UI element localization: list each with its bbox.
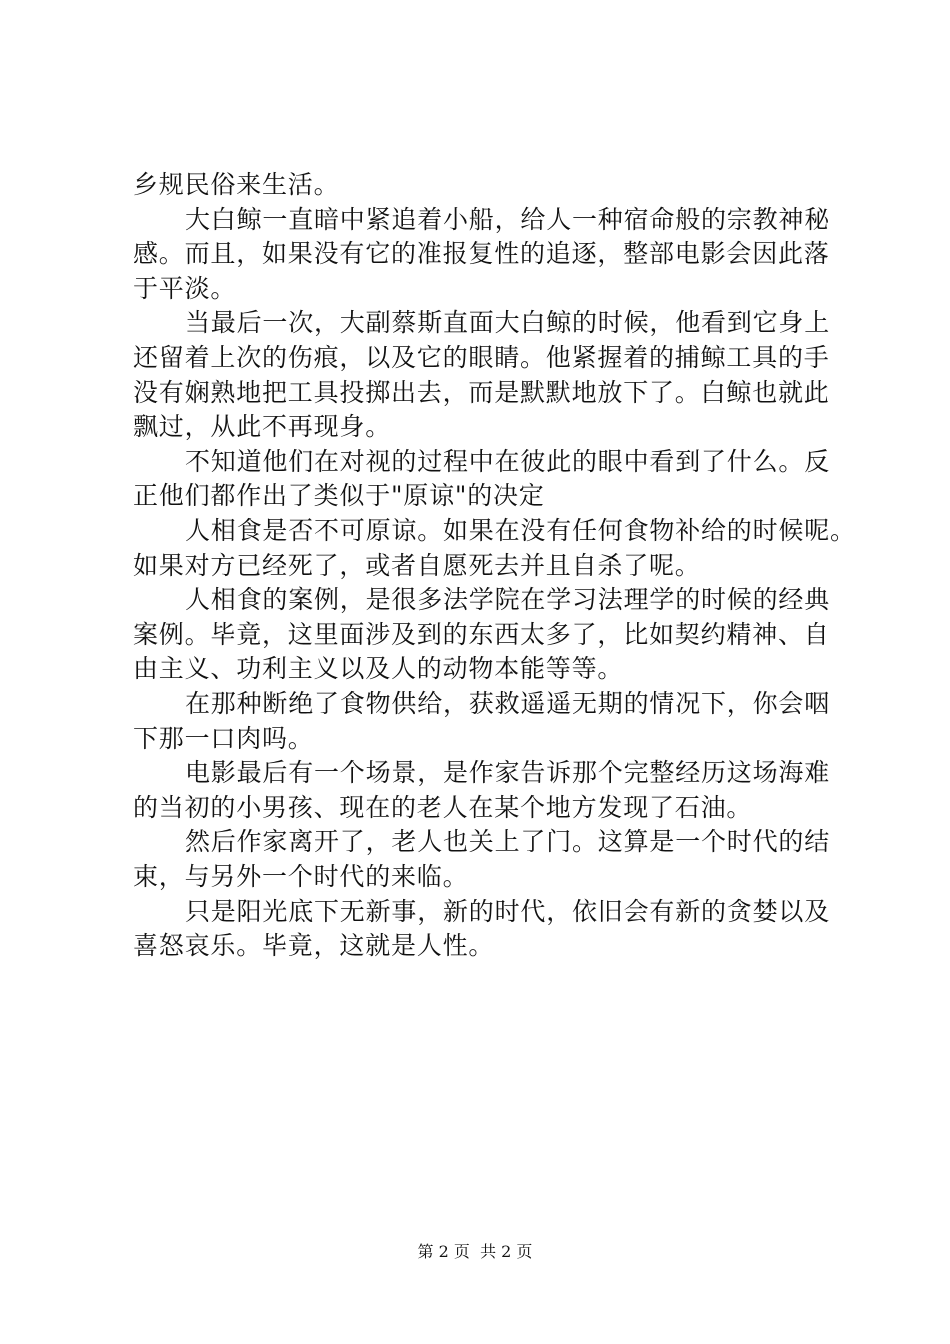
- text-line: 只是阳光底下无新事，新的时代，依旧会有新的贪婪以及: [185, 896, 831, 926]
- text-line: 大白鲸一直暗中紧追着小船，给人一种宿命般的宗教神秘: [185, 204, 831, 234]
- text-line: 下那一口肉吗。: [133, 723, 314, 753]
- text-line: 案例。毕竟，这里面涉及到的东西太多了，比如契约精神、自: [133, 619, 830, 649]
- text-line: 人相食的案例，是很多法学院在学习法理学的时候的经典: [185, 585, 831, 615]
- text-line: 在那种断绝了食物供给，获救遥遥无期的情况下，你会咽: [185, 689, 831, 718]
- text-line: 由主义、功利主义以及人的动物本能等等。: [133, 654, 624, 684]
- text-line: 如果对方已经死了，或者自愿死去并且自杀了呢。: [133, 550, 701, 580]
- text-line: 然后作家离开了，老人也关上了门。这算是一个时代的结: [185, 827, 831, 857]
- text-line: 感。而且，如果没有它的准报复性的追逐，整部电影会因此落: [133, 239, 830, 269]
- text-line: 正他们都作出了类似于"原谅"的决定: [133, 481, 545, 511]
- text-line: 于平淡。: [133, 273, 237, 303]
- text-line: 电影最后有一个场景，是作家告诉那个完整经历这场海难: [185, 758, 831, 788]
- text-line: 喜怒哀乐。毕竟，这就是人性。: [133, 931, 495, 961]
- text-line: 还留着上次的伤痕，以及它的眼睛。他紧握着的捕鲸工具的手: [133, 343, 830, 372]
- text-line: 乡规民俗来生活。: [133, 170, 340, 199]
- text-line: 的当初的小男孩、现在的老人在某个地方发现了石油。: [133, 792, 753, 822]
- page-footer: 第 2 页 共 2 页: [417, 1242, 533, 1261]
- text-line: 当最后一次，大副蔡斯直面大白鲸的时候，他看到它身上: [185, 308, 831, 338]
- text-line: 飘过，从此不再现身。: [133, 412, 392, 442]
- text-line: 没有娴熟地把工具投掷出去，而是默默地放下了。白鲸也就此: [133, 377, 830, 407]
- text-line: 不知道他们在对视的过程中在彼此的眼中看到了什么。反: [185, 446, 831, 476]
- text-line: 人相食是否不可原谅。如果在没有任何食物补给的时候呢。: [185, 516, 856, 545]
- text-line: 束，与另外一个时代的来临。: [133, 862, 469, 891]
